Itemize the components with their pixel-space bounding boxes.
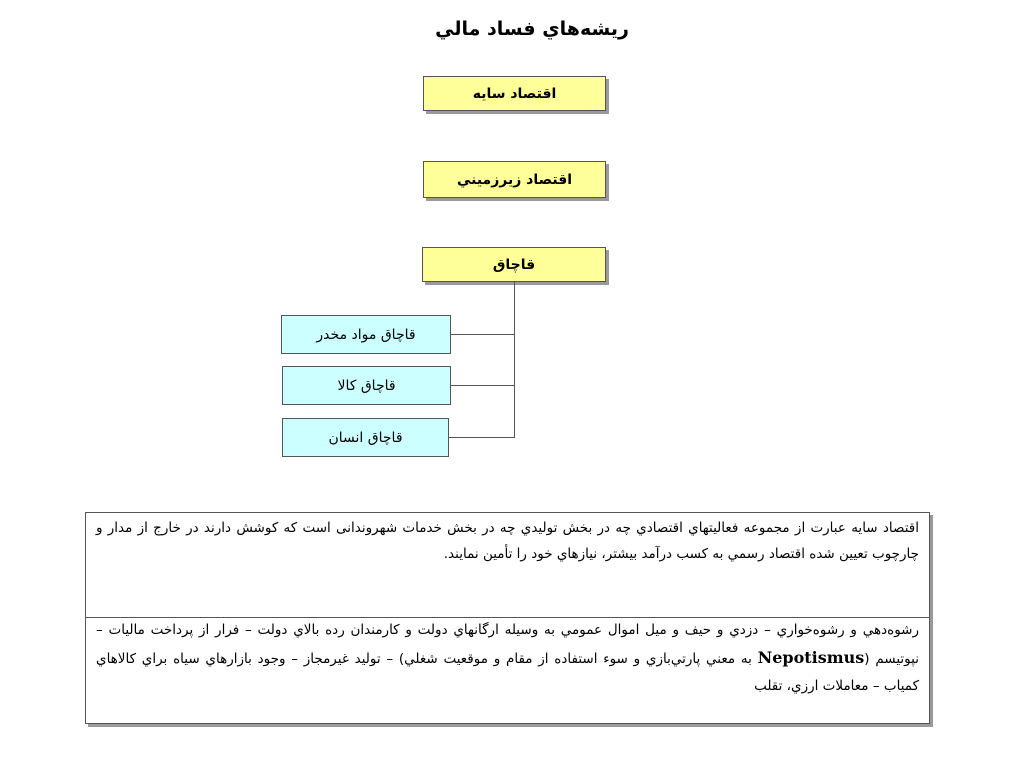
connector-trunk	[514, 282, 515, 438]
node-shadow-economy: اقتصاد سايه	[423, 76, 606, 111]
page-title: ریشه‌هاي فساد مالي	[435, 18, 629, 40]
node-smuggling: قاچاق	[422, 247, 606, 282]
corruption-roots-list	[96, 617, 919, 700]
connector-goods	[451, 385, 515, 386]
definition-panel	[85, 512, 930, 724]
node-underground-economy: اقتصاد زيرزميني	[423, 161, 606, 198]
connector-drugs	[451, 334, 515, 335]
node-smuggling-drugs: قاچاق مواد مخدر	[281, 315, 451, 354]
shadow-economy-definition: اقتصاد سايه عبارت از مجموعه فعاليتهاي اقتصادي چه در بخش توليدي چه در بخش خدمات شهروندانی است که کوشش دارند در خارج از مدار و چارچوب تعيين شده اقتصاد رسمي به کسب درآمد بيشتر، نيازهاي خود را تأمين نمايند.	[96, 520, 919, 562]
nepotismus-term: Nepotismus	[757, 648, 865, 667]
corruption-roots-text-2: به معني پارتي‌بازي و سوء استفاده از مقام و موقعيت شغلي) – توليد غيرمجاز – وجود بازارهاي سياه براي کالاهاي کمياب – معاملات ارزي، تقلب	[96, 651, 919, 694]
corruption-roots-text-1: رشوه‌دهي و رشوه‌خواري – دزدي و حيف و ميل اموال عمومي به وسيله ارگانهاي دولت و کارمندان رده بالاي دولت – فرار از پرداخت ماليات – نپوتيسم (	[96, 622, 919, 667]
node-smuggling-human: قاچاق انسان	[282, 418, 449, 457]
node-smuggling-goods: قاچاق کالا	[282, 366, 451, 405]
connector-human	[449, 437, 515, 438]
